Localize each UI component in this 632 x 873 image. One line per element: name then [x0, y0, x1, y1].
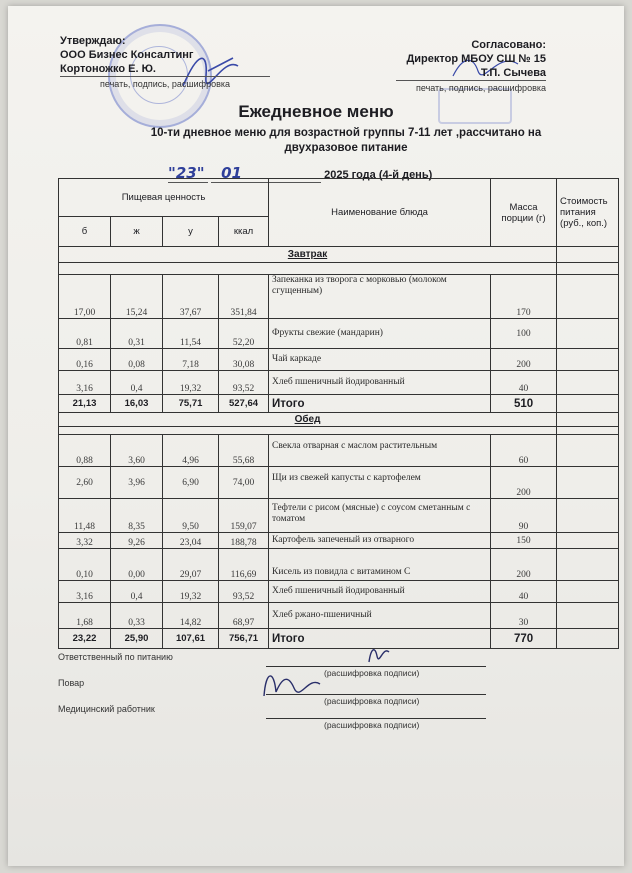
cell-u: 19,32 [163, 371, 219, 395]
cell-b: 2,60 [59, 467, 111, 499]
header-mass: Масса порции (г) [491, 179, 557, 247]
cell-u: 14,82 [163, 603, 219, 629]
cell-b: 11,48 [59, 499, 111, 533]
cell-zh: 8,35 [111, 499, 163, 533]
cell-zh: 15,24 [111, 275, 163, 319]
cell-kcal: 159,07 [219, 499, 269, 533]
cell-dish: Кисель из повидла с витамином С [269, 549, 491, 581]
cell-kcal: 52,20 [219, 319, 269, 349]
cell-zh: 3,96 [111, 467, 163, 499]
cell-cost [557, 533, 619, 549]
table-row [59, 581, 619, 603]
table-row [59, 533, 619, 549]
table-row [59, 319, 619, 349]
cell-zh: 0,00 [111, 549, 163, 581]
cell-cost [557, 629, 619, 649]
cell-u: 29,07 [163, 549, 219, 581]
cell-zh: 3,60 [111, 435, 163, 467]
cell-mass: 200 [491, 349, 557, 371]
cell-dish: Картофель запеченый из отварного [269, 533, 491, 549]
total-u: 75,71 [163, 395, 219, 413]
total-row-lunch [59, 629, 619, 649]
total-mass: 770 [491, 629, 557, 649]
agreed-position: Директор МБОУ СШ № 15 [406, 53, 546, 65]
table-row [59, 349, 619, 371]
total-b: 21,13 [59, 395, 111, 413]
page-title: Ежедневное меню [238, 102, 394, 121]
cell-mass: 170 [491, 275, 557, 319]
total-u: 107,61 [163, 629, 219, 649]
spacer-row [59, 427, 557, 435]
cell-u: 6,90 [163, 467, 219, 499]
cell-cost [557, 319, 619, 349]
cell-dish: Фрукты свежие (мандарин) [269, 319, 491, 349]
cell-cost [557, 395, 619, 413]
cell-b: 0,88 [59, 435, 111, 467]
cell-u: 11,54 [163, 319, 219, 349]
table-row [59, 467, 619, 499]
approve-label: Утверждаю: [60, 35, 126, 47]
cell-u: 4,96 [163, 435, 219, 467]
cell-cost [557, 435, 619, 467]
subtitle-line-1: 10-ти дневное меню для возрастной группы 7-11 лет ,рассчитано на [150, 127, 542, 139]
cell-b: 3,16 [59, 371, 111, 395]
cell-dish: Хлеб пшеничный йодированный [269, 581, 491, 603]
subtitle-line-2: двухразовое питание [284, 142, 408, 154]
total-b: 23,22 [59, 629, 111, 649]
cell-dish: Хлеб ржано-пшеничный [269, 603, 491, 629]
cell-zh: 9,26 [111, 533, 163, 549]
cell-kcal: 55,68 [219, 435, 269, 467]
date-year: 2025 года (4-й день) [324, 169, 433, 181]
cell-dish: Свекла отварная с маслом растительным [269, 435, 491, 467]
cell-mass: 200 [491, 549, 557, 581]
total-mass: 510 [491, 395, 557, 413]
cost-cell [557, 427, 619, 435]
cell-cost [557, 349, 619, 371]
total-zh: 16,03 [111, 395, 163, 413]
cell-b: 3,32 [59, 533, 111, 549]
signature-caption-responsible: (расшифровка подписи) [324, 668, 420, 678]
cell-mass: 90 [491, 499, 557, 533]
cell-kcal: 351,84 [219, 275, 269, 319]
agreed-label: Согласовано: [471, 39, 546, 51]
cell-cost [557, 275, 619, 319]
footer-responsible: Ответственный по питанию [58, 652, 173, 662]
cell-cost [557, 371, 619, 395]
cell-cost [557, 467, 619, 499]
cell-kcal: 116,69 [219, 549, 269, 581]
cell-u: 19,32 [163, 581, 219, 603]
agreed-person: Т.П. Сычева [396, 66, 546, 81]
header-u: у [163, 217, 219, 247]
cell-u: 23,04 [163, 533, 219, 549]
document-sheet [8, 6, 624, 866]
cell-dish: Хлеб пшеничный йодированный [269, 371, 491, 395]
footer-medic: Медицинский работник [58, 704, 155, 714]
cost-cell [557, 247, 619, 263]
total-label: Итого [269, 395, 491, 413]
footer-cook: Повар [58, 678, 85, 688]
header-cost: Стоимость питания (руб., коп.) [557, 179, 619, 247]
cell-b: 0,16 [59, 349, 111, 371]
total-label: Итого [269, 629, 491, 649]
cell-mass: 40 [491, 581, 557, 603]
table-row [59, 371, 619, 395]
cell-mass: 150 [491, 533, 557, 549]
cell-kcal: 93,52 [219, 581, 269, 603]
cell-mass: 30 [491, 603, 557, 629]
cell-mass: 200 [491, 467, 557, 499]
cell-zh: 0,31 [111, 319, 163, 349]
cell-cost [557, 603, 619, 629]
table-row [59, 549, 619, 581]
signature-caption-cook: (расшифровка подписи) [324, 696, 420, 706]
header-kcal: ккал [219, 217, 269, 247]
cost-cell [557, 263, 619, 275]
cell-u: 7,18 [163, 349, 219, 371]
cell-kcal: 188,78 [219, 533, 269, 549]
subtitle [108, 126, 584, 156]
cell-zh: 0,4 [111, 371, 163, 395]
cell-b: 1,68 [59, 603, 111, 629]
cell-zh: 0,4 [111, 581, 163, 603]
approve-person: Кортоножко Е. Ю. [60, 62, 270, 77]
cell-b: 0,10 [59, 549, 111, 581]
signature-footer-2-icon [260, 666, 330, 702]
date-month: 01 [211, 164, 321, 183]
table-row [59, 499, 619, 533]
total-zh: 25,90 [111, 629, 163, 649]
cell-b: 0,81 [59, 319, 111, 349]
cell-zh: 0,08 [111, 349, 163, 371]
agreement-block [396, 38, 546, 95]
section-breakfast: Завтрак [59, 247, 557, 263]
cell-mass: 100 [491, 319, 557, 349]
approve-sign-caption: печать, подпись, расшифровка [100, 79, 231, 89]
cell-zh: 0,33 [111, 603, 163, 629]
signature-caption-medic: (расшифровка подписи) [324, 720, 420, 730]
header-b: б [59, 217, 111, 247]
total-row-breakfast [59, 395, 619, 413]
total-kcal: 527,64 [219, 395, 269, 413]
section-lunch: Обед [59, 413, 557, 427]
cell-dish: Запеканка из творога с морковью (молоком сгущенным) [269, 275, 491, 319]
signature-line-medic [266, 718, 486, 719]
table-row [59, 275, 619, 319]
table-row [59, 603, 619, 629]
menu-table [58, 178, 619, 649]
cell-b: 3,16 [59, 581, 111, 603]
cell-dish: Щи из свежей капусты с картофелем [269, 467, 491, 499]
cell-b: 17,00 [59, 275, 111, 319]
agreed-sign-caption: печать, подпись, расшифровка [415, 83, 546, 93]
approval-block [60, 34, 270, 91]
header-zh: ж [111, 217, 163, 247]
cell-dish: Чай каркаде [269, 349, 491, 371]
cell-cost [557, 581, 619, 603]
cell-kcal: 74,00 [219, 467, 269, 499]
approve-org: ООО Бизнес Консалтинг [60, 49, 194, 61]
header-dish: Наименование блюда [269, 179, 491, 247]
spacer-row [59, 263, 557, 275]
date-day: "23" [168, 164, 208, 183]
cell-cost [557, 499, 619, 533]
table-row [59, 435, 619, 467]
cell-mass: 40 [491, 371, 557, 395]
cell-kcal: 93,52 [219, 371, 269, 395]
cell-u: 9,50 [163, 499, 219, 533]
cell-kcal: 68,97 [219, 603, 269, 629]
cell-cost [557, 549, 619, 581]
cell-u: 37,67 [163, 275, 219, 319]
signature-footer-1-icon [363, 642, 393, 668]
cell-kcal: 30,08 [219, 349, 269, 371]
total-kcal: 756,71 [219, 629, 269, 649]
header-nutrition: Пищевая ценность [59, 179, 269, 217]
cost-cell [557, 413, 619, 427]
cell-mass: 60 [491, 435, 557, 467]
cell-dish: Тефтели с рисом (мясные) с соусом сметанным с томатом [269, 499, 491, 533]
